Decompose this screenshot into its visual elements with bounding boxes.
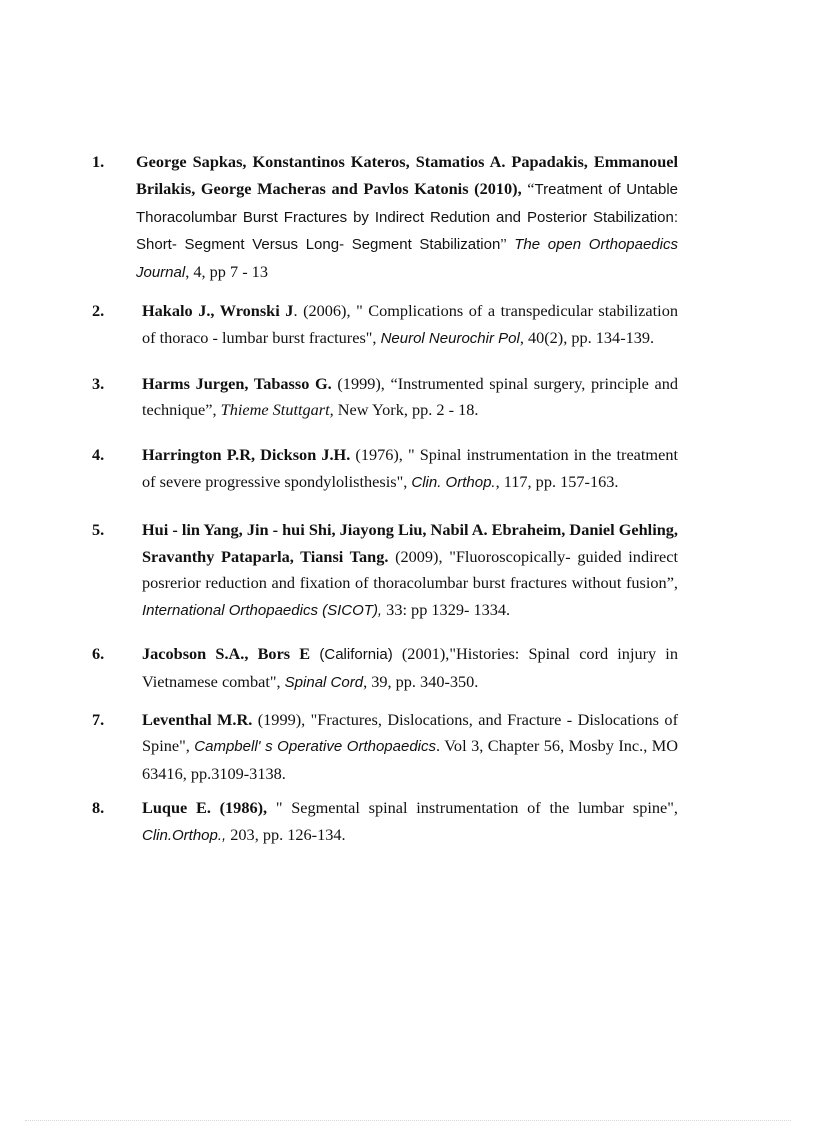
reference-item: [92, 641, 678, 697]
reference-tail: 203, pp. 126-134.: [226, 824, 346, 844]
reference-number: 8.: [92, 797, 105, 817]
reference-tail: , 4, pp 7 - 13: [185, 262, 268, 282]
reference-journal: Spinal Cord: [284, 673, 364, 691]
reference-number: 1.: [92, 152, 105, 171]
reference-body: [142, 798, 678, 844]
reference-authors: Hui - lin Yang, Jin - hui Shi, Jiayong Liu, Nabil A. Ebraheim, Daniel Gehling, Sravanthy Pataparla, Tiansi Tang.: [142, 519, 678, 566]
reference-authors: Leventhal M.R.: [142, 709, 253, 729]
reference-tail: , 39, pp. 340-350.: [363, 671, 479, 691]
reference-item: [92, 298, 678, 353]
reference-tail: 33: pp 1329- 1334.: [382, 600, 511, 620]
reference-item: [92, 707, 678, 788]
reference-tail: . Vol 3, Chapter 56, Mosby Inc., MO 63416, pp.3109-3138.: [142, 736, 678, 784]
reference-journal: Clin. Orthop.: [411, 473, 496, 491]
reference-item: [92, 442, 678, 497]
reference-authors-initials: S.A.,: [206, 643, 249, 663]
reference-body: [142, 520, 678, 619]
reference-authors-second: Bors E: [248, 643, 311, 663]
reference-tail: , 117, pp. 157-163.: [495, 471, 619, 491]
reference-open-quote: “: [521, 178, 535, 198]
reference-number: 5.: [92, 519, 105, 539]
reference-year-title: " Segmental spinal instrumentation of the lumbar spine",: [267, 797, 678, 817]
reference-place: (California): [310, 645, 393, 663]
reference-authors: Harms Jurgen, Tabasso G.: [142, 373, 332, 393]
reference-number: 4.: [92, 445, 105, 465]
reference-authors: Luque E. (1986),: [142, 797, 268, 817]
reference-tail: , 40(2), pp. 134-139.: [519, 327, 655, 347]
reference-body: [136, 152, 678, 281]
reference-journal: Clin.Orthop.,: [142, 826, 227, 844]
reference-list: [92, 149, 678, 850]
reference-authors: Jacobson: [142, 643, 207, 663]
reference-number: 6.: [92, 643, 105, 663]
reference-number: 2.: [92, 300, 105, 320]
reference-journal: International Orthopaedics (SICOT),: [142, 602, 383, 620]
reference-year-title: . (2006), " Complications of a transpedicular stabilization of thoraco - lumbar burst fractures",: [142, 300, 678, 347]
reference-year-title: (2001),"Histories: Spinal cord injury in Vietnamese combat",: [142, 643, 678, 691]
reference-body: [142, 644, 678, 691]
reference-body: [142, 301, 678, 347]
reference-item: [92, 371, 678, 425]
reference-authors: George Sapkas, Konstantinos Kateros, Stamatios A. Papadakis, Emmanouel Brilakis, George Macheras and Pavlos Katonis (2010),: [136, 152, 678, 198]
reference-number: 3.: [92, 373, 105, 393]
reference-title: Treatment of Untable Thoracolumbar Burst Fractures by Indirect Redution and Posterior Stabilization: Short- Segment Versus Long- Segment Stabilization’’: [136, 180, 679, 254]
reference-journal: Thieme Stuttgart,: [220, 400, 334, 420]
reference-journal: Neurol Neurochir Pol: [380, 329, 520, 347]
reference-journal: Campbell' s Operative Orthopaedics: [194, 738, 437, 756]
reference-item: [92, 795, 678, 850]
reference-item: [92, 517, 678, 625]
reference-authors: Hakalo J., Wronski J: [142, 300, 294, 320]
reference-authors: Harrington P.R, Dickson J.H.: [142, 445, 351, 465]
reference-journal: The open Orthopaedics Journal: [136, 236, 678, 282]
reference-tail: New York, pp. 2 - 18.: [333, 400, 479, 420]
reference-item: [92, 149, 678, 287]
page-bottom-divider: [25, 1120, 791, 1121]
reference-year-title: (2009), "Fluoroscopically- guided indirect posrerior reduction and fixation of thoracolumbar burst fractures without fusion”,: [142, 546, 679, 593]
reference-body: [142, 710, 678, 784]
reference-body: [142, 445, 678, 491]
reference-year-title: (1976), " Spinal instrumentation in the treatment of severe progressive spondylolisthesis",: [142, 445, 678, 491]
reference-body: [142, 374, 678, 420]
reference-year-title: (1999), “Instrumented spinal surgery, principle and technique”,: [142, 373, 679, 420]
reference-number: 7.: [92, 709, 105, 729]
reference-year-title: (1999), "Fractures, Dislocations, and Fracture - Dislocations of Spine",: [142, 709, 678, 756]
